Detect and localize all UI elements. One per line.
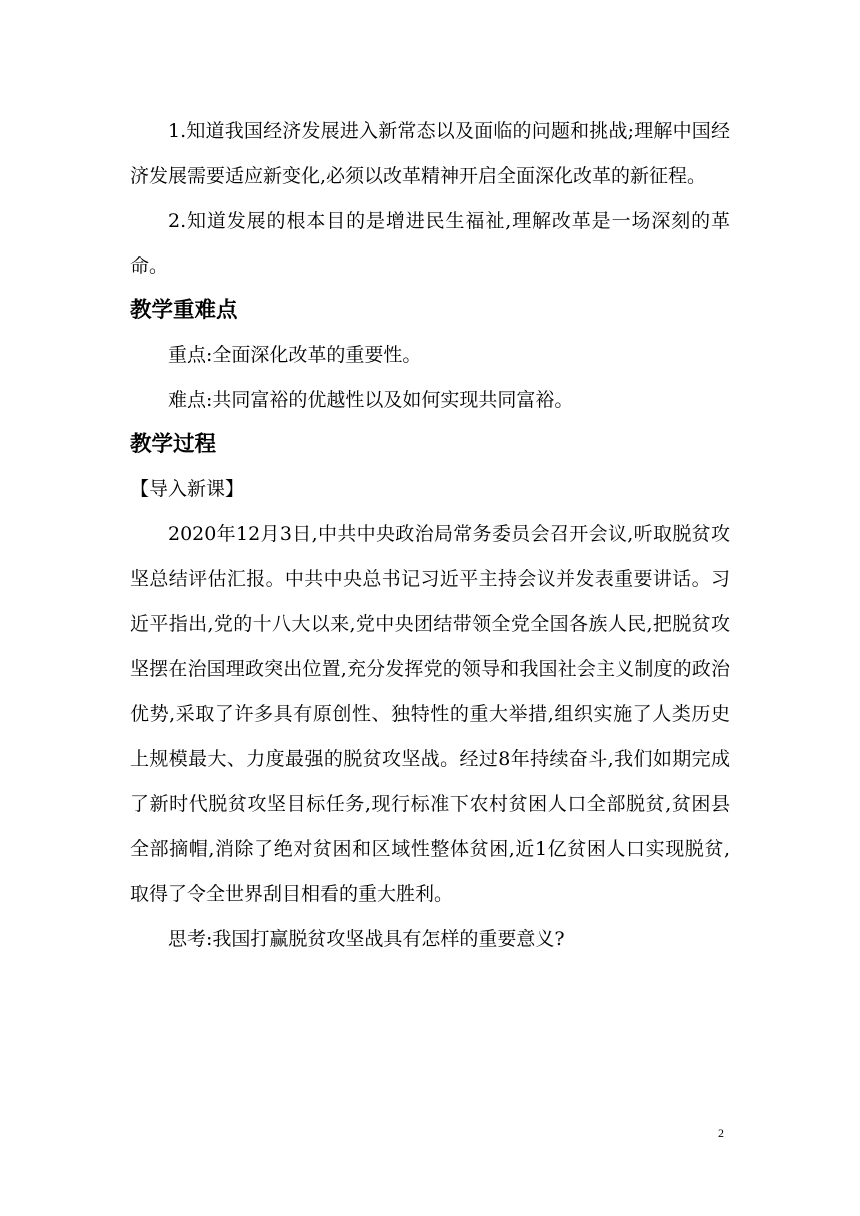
- key-point-paragraph: 重点:全面深化改革的重要性。: [168, 344, 422, 366]
- intro-paragraph: 2020年12月3日,中共中央政治局常务委员会召开会议,听取脱贫攻坚总结评估汇报。中共中央总书记习近平主持会议并发表重要讲话。习近平指出,党的十八大以来,党中央团结带领全党全国各族人民,把脱贫攻坚摆在治国理政突出位置,充分发挥党的领导和我国社会主义制度的政治优势,采取了许多具有原创性、独特性的重大举措,组织实施了人类历史上规模最大、力度最强的脱贫攻坚战。经过8年持续奋斗,我们如期完成了新时代脱贫攻坚目标任务,现行标准下农村贫困人口全部脱贫,贫困县全部摘帽,消除了绝对贫困和区域性整体贫困,近1亿贫困人口实现脱贫,取得了令全世界刮目相看的重大胜利。: [130, 523, 730, 905]
- key-difficult-heading: 教学重难点: [130, 298, 238, 323]
- objective-2-paragraph: 2.知道发展的根本目的是增进民生福祉,理解改革是一场深刻的革命。: [130, 210, 730, 277]
- objective-1-paragraph: 1.知道我国经济发展进入新常态以及面临的问题和挑战;理解中国经济发展需要适应新变化,必须以改革精神开启全面深化改革的新征程。: [130, 120, 730, 187]
- teaching-process-heading: 教学过程: [130, 432, 217, 457]
- difficult-point-paragraph: 难点:共同富裕的优越性以及如何实现共同富裕。: [168, 389, 574, 411]
- question-paragraph: 思考:我国打赢脱贫攻坚战具有怎样的重要意义?: [168, 928, 565, 950]
- intro-section-label: 【导入新课】: [130, 478, 245, 500]
- page-number: 2: [718, 1126, 724, 1140]
- document-body: [130, 109, 730, 962]
